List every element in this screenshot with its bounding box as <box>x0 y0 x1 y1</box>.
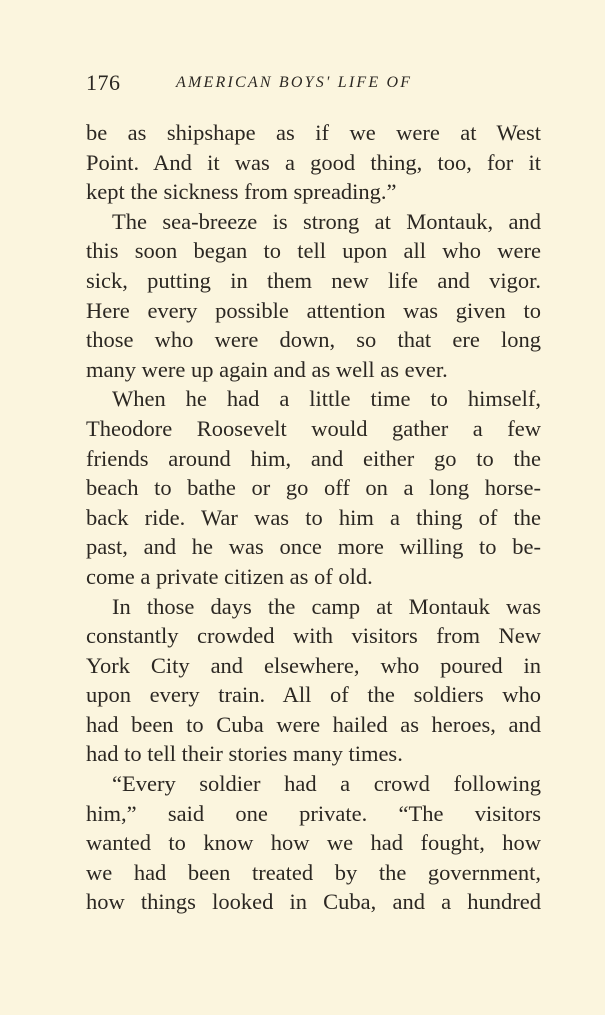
text-line: The sea-breeze is strong at Montauk, and <box>112 208 541 234</box>
text-line: “Every soldier had a crowd following <box>112 771 541 797</box>
text-line: friends around him, and either go to the <box>86 445 541 471</box>
text-line: be as shipshape as if we were at West <box>86 120 541 145</box>
text-line: back ride. War was to him a thing of the <box>86 504 541 530</box>
text-line: kept the sickness from spreading.” <box>86 179 397 205</box>
text-line: wanted to know how we had fought, how <box>86 830 541 856</box>
text-line: him,” said one private. “The visitors <box>86 800 541 826</box>
paragraph <box>86 769 541 917</box>
text-line: Here every possible attention was given to <box>86 297 541 323</box>
body-text <box>86 118 541 917</box>
paragraph <box>86 592 541 770</box>
text-line: In those days the camp at Montauk was <box>112 593 541 619</box>
page-header <box>86 70 546 100</box>
text-line: how things looked in Cuba, and a hundred <box>86 889 541 915</box>
text-line: past, and he was once more willing to be- <box>86 534 541 560</box>
text-line: many were up again and as well as ever. <box>86 356 448 382</box>
text-line: had been to Cuba were hailed as heroes, and <box>86 711 541 737</box>
paragraph <box>86 207 541 385</box>
text-line: Theodore Roosevelt would gather a few <box>86 415 541 441</box>
text-line: this soon began to tell upon all who were <box>86 238 541 264</box>
text-line: beach to bathe or go off on a long horse- <box>86 475 541 501</box>
text-line: York City and elsewhere, who poured in <box>86 652 541 678</box>
text-line: come a private citizen as of old. <box>86 563 373 589</box>
text-line: When he had a little time to himself, <box>112 386 541 412</box>
running-head: AMERICAN BOYS' LIFE OF <box>176 74 413 91</box>
text-line: sick, putting in them new life and vigor. <box>86 267 541 293</box>
text-line: constantly crowded with visitors from New <box>86 623 541 649</box>
text-line: Point. And it was a good thing, too, for it <box>86 149 541 175</box>
paragraph <box>86 384 541 591</box>
paragraph <box>86 118 541 207</box>
text-line: upon every train. All of the soldiers who <box>86 682 541 708</box>
text-line: we had been treated by the government, <box>86 859 541 885</box>
text-line: had to tell their stories many times. <box>86 741 403 767</box>
text-line: those who were down, so that ere long <box>86 327 541 353</box>
page-number: 176 <box>86 70 121 95</box>
